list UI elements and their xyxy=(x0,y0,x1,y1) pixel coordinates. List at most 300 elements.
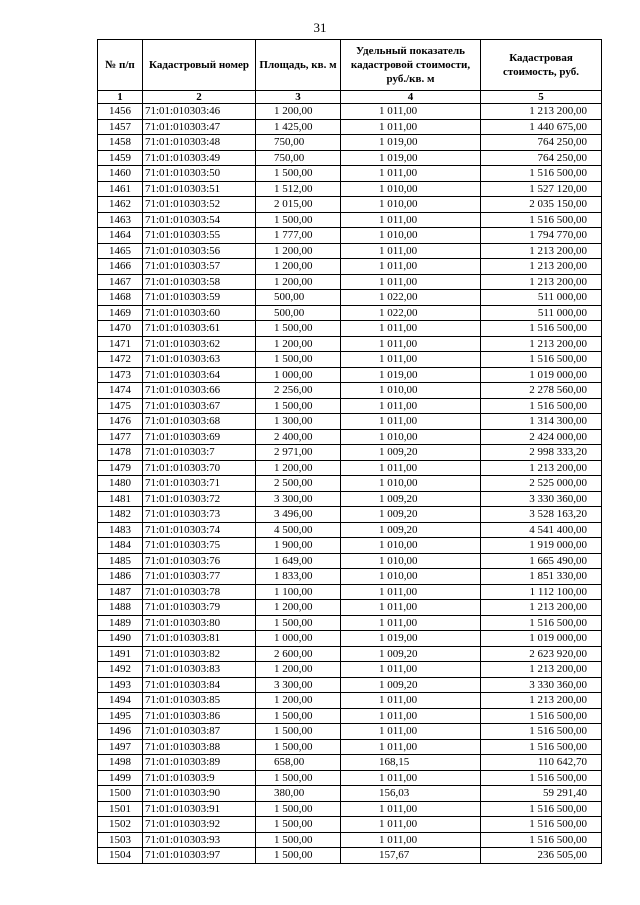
cadastral-number-cell: 71:01:010303:61 xyxy=(143,321,256,337)
row-number-cell: 1467 xyxy=(98,274,143,290)
cadastral-number-cell: 71:01:010303:60 xyxy=(143,305,256,321)
unit-value-cell: 1 011,00 xyxy=(341,662,481,678)
unit-value-cell: 1 010,00 xyxy=(341,181,481,197)
cadastral-number-cell: 71:01:010303:52 xyxy=(143,197,256,213)
table-row xyxy=(98,817,602,833)
table-row xyxy=(98,150,602,166)
cadastral-value-cell: 2 525 000,00 xyxy=(481,476,602,492)
cadastral-number-cell: 71:01:010303:71 xyxy=(143,476,256,492)
cadastral-number-cell: 71:01:010303:81 xyxy=(143,631,256,647)
table-row xyxy=(98,429,602,445)
area-cell: 2 971,00 xyxy=(256,445,341,461)
cadastral-value-cell: 1 516 500,00 xyxy=(481,801,602,817)
cadastral-value-cell: 2 278 560,00 xyxy=(481,383,602,399)
cadastral-value-cell: 1 440 675,00 xyxy=(481,119,602,135)
row-number-cell: 1466 xyxy=(98,259,143,275)
table-row xyxy=(98,228,602,244)
table-row xyxy=(98,584,602,600)
area-cell: 1 425,00 xyxy=(256,119,341,135)
table-row xyxy=(98,662,602,678)
unit-value-cell: 1 011,00 xyxy=(341,274,481,290)
area-cell: 1 200,00 xyxy=(256,104,341,120)
column-index: 2 xyxy=(143,91,256,104)
cadastral-value-cell: 2 035 150,00 xyxy=(481,197,602,213)
cadastral-number-cell: 71:01:010303:49 xyxy=(143,150,256,166)
row-number-cell: 1493 xyxy=(98,677,143,693)
row-number-cell: 1500 xyxy=(98,786,143,802)
cadastral-number-cell: 71:01:010303:73 xyxy=(143,507,256,523)
row-number-cell: 1501 xyxy=(98,801,143,817)
cadastral-number-cell: 71:01:010303:80 xyxy=(143,615,256,631)
cadastral-value-cell: 3 330 360,00 xyxy=(481,677,602,693)
table-row xyxy=(98,181,602,197)
table-row xyxy=(98,848,602,864)
header-row-number: № п/п xyxy=(98,40,143,91)
unit-value-cell: 1 011,00 xyxy=(341,166,481,182)
cadastral-value-cell: 1 516 500,00 xyxy=(481,832,602,848)
row-number-cell: 1475 xyxy=(98,398,143,414)
area-cell: 1 512,00 xyxy=(256,181,341,197)
column-index: 1 xyxy=(98,91,143,104)
row-number-cell: 1473 xyxy=(98,367,143,383)
unit-value-cell: 1 011,00 xyxy=(341,414,481,430)
table-row xyxy=(98,770,602,786)
table-row xyxy=(98,693,602,709)
area-cell: 1 200,00 xyxy=(256,600,341,616)
cadastral-number-cell: 71:01:010303:48 xyxy=(143,135,256,151)
cadastral-value-cell: 2 998 333,20 xyxy=(481,445,602,461)
cadastral-number-cell: 71:01:010303:82 xyxy=(143,646,256,662)
area-cell: 1 500,00 xyxy=(256,212,341,228)
column-index: 3 xyxy=(256,91,341,104)
area-cell: 1 500,00 xyxy=(256,352,341,368)
unit-value-cell: 156,03 xyxy=(341,786,481,802)
cadastral-number-cell: 71:01:010303:97 xyxy=(143,848,256,864)
cadastral-number-cell: 71:01:010303:50 xyxy=(143,166,256,182)
cadastral-value-cell: 1 019 000,00 xyxy=(481,367,602,383)
area-cell: 1 200,00 xyxy=(256,662,341,678)
table-row xyxy=(98,321,602,337)
table-row xyxy=(98,801,602,817)
unit-value-cell: 1 011,00 xyxy=(341,724,481,740)
row-number-cell: 1503 xyxy=(98,832,143,848)
row-number-cell: 1487 xyxy=(98,584,143,600)
area-cell: 380,00 xyxy=(256,786,341,802)
table-row xyxy=(98,383,602,399)
table-row xyxy=(98,414,602,430)
unit-value-cell: 1 011,00 xyxy=(341,600,481,616)
cadastral-value-cell: 1 516 500,00 xyxy=(481,724,602,740)
row-number-cell: 1483 xyxy=(98,522,143,538)
row-number-cell: 1499 xyxy=(98,770,143,786)
cadastral-number-cell: 71:01:010303:78 xyxy=(143,584,256,600)
cadastral-value-cell: 1 213 200,00 xyxy=(481,460,602,476)
table-row xyxy=(98,569,602,585)
unit-value-cell: 1 010,00 xyxy=(341,538,481,554)
row-number-cell: 1482 xyxy=(98,507,143,523)
row-number-cell: 1465 xyxy=(98,243,143,259)
cadastral-value-cell: 1 516 500,00 xyxy=(481,739,602,755)
unit-value-cell: 1 022,00 xyxy=(341,305,481,321)
table-row xyxy=(98,600,602,616)
table-row xyxy=(98,708,602,724)
table-row xyxy=(98,786,602,802)
unit-value-cell: 1 011,00 xyxy=(341,770,481,786)
table-row xyxy=(98,197,602,213)
header-cadastral-value: Кадастровая стоимость, руб. xyxy=(481,40,602,91)
column-index-row xyxy=(98,91,602,104)
area-cell: 1 300,00 xyxy=(256,414,341,430)
row-number-cell: 1484 xyxy=(98,538,143,554)
unit-value-cell: 1 010,00 xyxy=(341,553,481,569)
cadastral-value-cell: 764 250,00 xyxy=(481,150,602,166)
area-cell: 1 200,00 xyxy=(256,259,341,275)
area-cell: 4 500,00 xyxy=(256,522,341,538)
unit-value-cell: 1 010,00 xyxy=(341,476,481,492)
unit-value-cell: 1 011,00 xyxy=(341,259,481,275)
unit-value-cell: 1 011,00 xyxy=(341,615,481,631)
cadastral-value-cell: 511 000,00 xyxy=(481,305,602,321)
unit-value-cell: 1 011,00 xyxy=(341,352,481,368)
table-row xyxy=(98,755,602,771)
row-number-cell: 1489 xyxy=(98,615,143,631)
area-cell: 1 500,00 xyxy=(256,801,341,817)
cadastral-value-cell: 1 019 000,00 xyxy=(481,631,602,647)
cadastral-value-cell: 1 516 500,00 xyxy=(481,352,602,368)
cadastral-value-cell: 1 516 500,00 xyxy=(481,708,602,724)
row-number-cell: 1471 xyxy=(98,336,143,352)
cadastral-value-cell: 1 516 500,00 xyxy=(481,398,602,414)
area-cell: 1 200,00 xyxy=(256,693,341,709)
cadastral-number-cell: 71:01:010303:58 xyxy=(143,274,256,290)
area-cell: 2 600,00 xyxy=(256,646,341,662)
area-cell: 3 300,00 xyxy=(256,677,341,693)
area-cell: 1 000,00 xyxy=(256,631,341,647)
table-row xyxy=(98,352,602,368)
area-cell: 1 500,00 xyxy=(256,398,341,414)
area-cell: 1 500,00 xyxy=(256,708,341,724)
area-cell: 1 500,00 xyxy=(256,832,341,848)
table-body xyxy=(98,104,602,864)
area-cell: 1 900,00 xyxy=(256,538,341,554)
cadastral-value-cell: 1 516 500,00 xyxy=(481,770,602,786)
row-number-cell: 1479 xyxy=(98,460,143,476)
row-number-cell: 1486 xyxy=(98,569,143,585)
unit-value-cell: 1 010,00 xyxy=(341,429,481,445)
unit-value-cell: 1 011,00 xyxy=(341,801,481,817)
unit-value-cell: 1 010,00 xyxy=(341,569,481,585)
unit-value-cell: 1 019,00 xyxy=(341,150,481,166)
cadastral-number-cell: 71:01:010303:69 xyxy=(143,429,256,445)
unit-value-cell: 1 010,00 xyxy=(341,383,481,399)
unit-value-cell: 1 011,00 xyxy=(341,708,481,724)
row-number-cell: 1464 xyxy=(98,228,143,244)
row-number-cell: 1463 xyxy=(98,212,143,228)
unit-value-cell: 1 011,00 xyxy=(341,584,481,600)
cadastral-number-cell: 71:01:010303:46 xyxy=(143,104,256,120)
table-row xyxy=(98,259,602,275)
area-cell: 1 500,00 xyxy=(256,848,341,864)
cadastral-value-cell: 1 919 000,00 xyxy=(481,538,602,554)
row-number-cell: 1456 xyxy=(98,104,143,120)
area-cell: 1 100,00 xyxy=(256,584,341,600)
unit-value-cell: 1 011,00 xyxy=(341,739,481,755)
cadastral-value-cell: 1 213 200,00 xyxy=(481,600,602,616)
cadastral-number-cell: 71:01:010303:55 xyxy=(143,228,256,244)
cadastral-number-cell: 71:01:010303:88 xyxy=(143,739,256,755)
cadastral-value-cell: 1 213 200,00 xyxy=(481,259,602,275)
cadastral-number-cell: 71:01:010303:59 xyxy=(143,290,256,306)
cadastral-value-cell: 1 516 500,00 xyxy=(481,615,602,631)
table-row xyxy=(98,274,602,290)
row-number-cell: 1488 xyxy=(98,600,143,616)
unit-value-cell: 1 011,00 xyxy=(341,398,481,414)
row-number-cell: 1461 xyxy=(98,181,143,197)
cadastral-number-cell: 71:01:010303:79 xyxy=(143,600,256,616)
unit-value-cell: 1 011,00 xyxy=(341,817,481,833)
unit-value-cell: 1 019,00 xyxy=(341,135,481,151)
unit-value-cell: 1 019,00 xyxy=(341,367,481,383)
cadastral-value-cell: 1 213 200,00 xyxy=(481,274,602,290)
row-number-cell: 1480 xyxy=(98,476,143,492)
row-number-cell: 1472 xyxy=(98,352,143,368)
unit-value-cell: 1 010,00 xyxy=(341,228,481,244)
cadastral-value-cell: 3 330 360,00 xyxy=(481,491,602,507)
cadastral-number-cell: 71:01:010303:9 xyxy=(143,770,256,786)
area-cell: 1 000,00 xyxy=(256,367,341,383)
cadastral-value-cell: 236 505,00 xyxy=(481,848,602,864)
cadastral-value-cell: 1 527 120,00 xyxy=(481,181,602,197)
unit-value-cell: 1 011,00 xyxy=(341,104,481,120)
row-number-cell: 1462 xyxy=(98,197,143,213)
cadastral-value-cell: 764 250,00 xyxy=(481,135,602,151)
area-cell: 2 400,00 xyxy=(256,429,341,445)
table-row xyxy=(98,522,602,538)
row-number-cell: 1460 xyxy=(98,166,143,182)
cadastral-number-cell: 71:01:010303:63 xyxy=(143,352,256,368)
cadastral-value-cell: 1 516 500,00 xyxy=(481,321,602,337)
row-number-cell: 1470 xyxy=(98,321,143,337)
row-number-cell: 1492 xyxy=(98,662,143,678)
area-cell: 1 200,00 xyxy=(256,243,341,259)
area-cell: 1 500,00 xyxy=(256,615,341,631)
cadastral-value-cell: 1 516 500,00 xyxy=(481,817,602,833)
cadastral-number-cell: 71:01:010303:90 xyxy=(143,786,256,802)
table-row xyxy=(98,646,602,662)
row-number-cell: 1498 xyxy=(98,755,143,771)
area-cell: 2 256,00 xyxy=(256,383,341,399)
cadastral-number-cell: 71:01:010303:72 xyxy=(143,491,256,507)
unit-value-cell: 1 011,00 xyxy=(341,119,481,135)
cadastral-number-cell: 71:01:010303:76 xyxy=(143,553,256,569)
unit-value-cell: 1 009,20 xyxy=(341,522,481,538)
cadastral-value-cell: 1 794 770,00 xyxy=(481,228,602,244)
cadastral-number-cell: 71:01:010303:75 xyxy=(143,538,256,554)
cadastral-number-cell: 71:01:010303:57 xyxy=(143,259,256,275)
area-cell: 1 200,00 xyxy=(256,336,341,352)
cadastral-number-cell: 71:01:010303:67 xyxy=(143,398,256,414)
unit-value-cell: 1 009,20 xyxy=(341,491,481,507)
table-row xyxy=(98,677,602,693)
unit-value-cell: 1 011,00 xyxy=(341,321,481,337)
table-row xyxy=(98,445,602,461)
unit-value-cell: 1 011,00 xyxy=(341,832,481,848)
area-cell: 500,00 xyxy=(256,305,341,321)
table-row xyxy=(98,367,602,383)
row-number-cell: 1491 xyxy=(98,646,143,662)
cadastral-value-cell: 2 623 920,00 xyxy=(481,646,602,662)
header-cadastral-number: Кадастровый номер xyxy=(143,40,256,91)
cadastral-number-cell: 71:01:010303:64 xyxy=(143,367,256,383)
table-row xyxy=(98,553,602,569)
area-cell: 1 777,00 xyxy=(256,228,341,244)
cadastral-number-cell: 71:01:010303:86 xyxy=(143,708,256,724)
row-number-cell: 1495 xyxy=(98,708,143,724)
area-cell: 1 500,00 xyxy=(256,724,341,740)
cadastral-number-cell: 71:01:010303:66 xyxy=(143,383,256,399)
row-number-cell: 1458 xyxy=(98,135,143,151)
cadastral-number-cell: 71:01:010303:54 xyxy=(143,212,256,228)
cadastral-value-cell: 1 213 200,00 xyxy=(481,336,602,352)
cadastral-number-cell: 71:01:010303:77 xyxy=(143,569,256,585)
row-number-cell: 1496 xyxy=(98,724,143,740)
unit-value-cell: 168,15 xyxy=(341,755,481,771)
area-cell: 1 500,00 xyxy=(256,739,341,755)
cadastral-number-cell: 71:01:010303:89 xyxy=(143,755,256,771)
area-cell: 1 500,00 xyxy=(256,321,341,337)
unit-value-cell: 1 011,00 xyxy=(341,243,481,259)
table-row xyxy=(98,305,602,321)
area-cell: 1 500,00 xyxy=(256,770,341,786)
cadastral-value-cell: 1 851 330,00 xyxy=(481,569,602,585)
unit-value-cell: 1 010,00 xyxy=(341,197,481,213)
row-number-cell: 1481 xyxy=(98,491,143,507)
cadastral-number-cell: 71:01:010303:51 xyxy=(143,181,256,197)
row-number-cell: 1476 xyxy=(98,414,143,430)
row-number-cell: 1502 xyxy=(98,817,143,833)
unit-value-cell: 1 009,20 xyxy=(341,445,481,461)
cadastral-value-cell: 1 213 200,00 xyxy=(481,693,602,709)
unit-value-cell: 1 011,00 xyxy=(341,693,481,709)
cadastral-number-cell: 71:01:010303:91 xyxy=(143,801,256,817)
row-number-cell: 1469 xyxy=(98,305,143,321)
area-cell: 750,00 xyxy=(256,135,341,151)
area-cell: 2 500,00 xyxy=(256,476,341,492)
cadastral-value-cell: 2 424 000,00 xyxy=(481,429,602,445)
unit-value-cell: 1 009,20 xyxy=(341,507,481,523)
unit-value-cell: 1 009,20 xyxy=(341,646,481,662)
area-cell: 3 496,00 xyxy=(256,507,341,523)
row-number-cell: 1477 xyxy=(98,429,143,445)
cadastral-number-cell: 71:01:010303:56 xyxy=(143,243,256,259)
area-cell: 1 833,00 xyxy=(256,569,341,585)
unit-value-cell: 1 019,00 xyxy=(341,631,481,647)
unit-value-cell: 1 011,00 xyxy=(341,336,481,352)
area-cell: 1 500,00 xyxy=(256,166,341,182)
cadastral-number-cell: 71:01:010303:62 xyxy=(143,336,256,352)
header-area: Площадь, кв. м xyxy=(256,40,341,91)
area-cell: 750,00 xyxy=(256,150,341,166)
cadastral-table xyxy=(97,39,602,864)
table-row xyxy=(98,491,602,507)
area-cell: 1 200,00 xyxy=(256,274,341,290)
header-unit-value: Удельный показатель кадастровой стоимости, руб./кв. м xyxy=(341,40,481,91)
table-row xyxy=(98,724,602,740)
unit-value-cell: 1 009,20 xyxy=(341,677,481,693)
cadastral-number-cell: 71:01:010303:68 xyxy=(143,414,256,430)
row-number-cell: 1485 xyxy=(98,553,143,569)
cadastral-number-cell: 71:01:010303:87 xyxy=(143,724,256,740)
cadastral-value-cell: 4 541 400,00 xyxy=(481,522,602,538)
cadastral-value-cell: 1 112 100,00 xyxy=(481,584,602,600)
table-row xyxy=(98,631,602,647)
area-cell: 2 015,00 xyxy=(256,197,341,213)
unit-value-cell: 1 022,00 xyxy=(341,290,481,306)
table-row xyxy=(98,615,602,631)
cadastral-value-cell: 1 516 500,00 xyxy=(481,212,602,228)
area-cell: 3 300,00 xyxy=(256,491,341,507)
cadastral-value-cell: 1 516 500,00 xyxy=(481,166,602,182)
column-index: 5 xyxy=(481,91,602,104)
area-cell: 500,00 xyxy=(256,290,341,306)
row-number-cell: 1474 xyxy=(98,383,143,399)
header-row xyxy=(98,40,602,91)
table-row xyxy=(98,166,602,182)
row-number-cell: 1457 xyxy=(98,119,143,135)
table-row xyxy=(98,476,602,492)
table-row xyxy=(98,398,602,414)
table-row xyxy=(98,336,602,352)
cadastral-value-cell: 1 213 200,00 xyxy=(481,243,602,259)
cadastral-value-cell: 1 665 490,00 xyxy=(481,553,602,569)
table-row xyxy=(98,243,602,259)
row-number-cell: 1494 xyxy=(98,693,143,709)
cadastral-value-cell: 1 213 200,00 xyxy=(481,662,602,678)
table-row xyxy=(98,104,602,120)
cadastral-value-cell: 511 000,00 xyxy=(481,290,602,306)
table-row xyxy=(98,119,602,135)
row-number-cell: 1497 xyxy=(98,739,143,755)
unit-value-cell: 1 011,00 xyxy=(341,212,481,228)
area-cell: 658,00 xyxy=(256,755,341,771)
cadastral-value-cell: 110 642,70 xyxy=(481,755,602,771)
table-row xyxy=(98,538,602,554)
unit-value-cell: 1 011,00 xyxy=(341,460,481,476)
row-number-cell: 1490 xyxy=(98,631,143,647)
cadastral-value-cell: 3 528 163,20 xyxy=(481,507,602,523)
cadastral-number-cell: 71:01:010303:85 xyxy=(143,693,256,709)
cadastral-number-cell: 71:01:010303:84 xyxy=(143,677,256,693)
cadastral-value-cell: 1 314 300,00 xyxy=(481,414,602,430)
cadastral-value-cell: 59 291,40 xyxy=(481,786,602,802)
row-number-cell: 1478 xyxy=(98,445,143,461)
cadastral-number-cell: 71:01:010303:83 xyxy=(143,662,256,678)
page-number: 31 xyxy=(313,20,327,35)
row-number-cell: 1459 xyxy=(98,150,143,166)
table-row xyxy=(98,212,602,228)
table-row xyxy=(98,290,602,306)
cadastral-number-cell: 71:01:010303:93 xyxy=(143,832,256,848)
cadastral-number-cell: 71:01:010303:74 xyxy=(143,522,256,538)
table-row xyxy=(98,832,602,848)
column-index: 4 xyxy=(341,91,481,104)
cadastral-number-cell: 71:01:010303:47 xyxy=(143,119,256,135)
table-row xyxy=(98,460,602,476)
area-cell: 1 500,00 xyxy=(256,817,341,833)
table-row xyxy=(98,739,602,755)
area-cell: 1 200,00 xyxy=(256,460,341,476)
unit-value-cell: 157,67 xyxy=(341,848,481,864)
